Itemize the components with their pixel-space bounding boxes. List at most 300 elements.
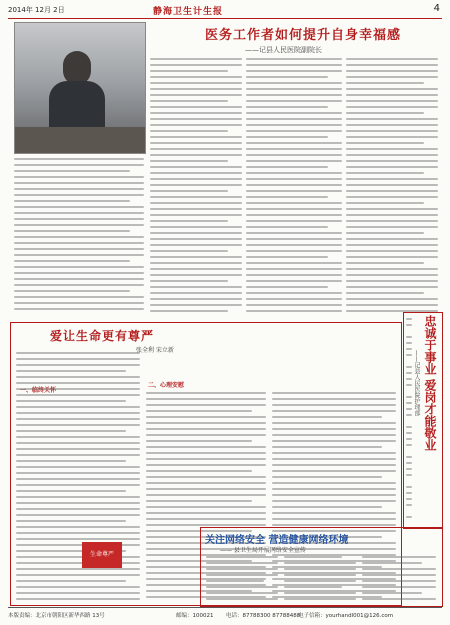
text-line <box>346 172 424 174</box>
text-line <box>16 382 140 384</box>
text-line <box>362 592 422 594</box>
text-line <box>206 556 278 558</box>
text-line <box>14 272 144 274</box>
text-line <box>16 406 140 408</box>
text-line <box>150 298 242 300</box>
text-line <box>206 586 278 588</box>
text-line <box>284 598 356 600</box>
text-line <box>406 366 412 368</box>
text-line <box>246 130 342 132</box>
text-line <box>346 190 438 192</box>
text-line <box>146 446 266 448</box>
text-line <box>14 218 144 220</box>
text-line <box>246 112 342 114</box>
text-line <box>272 482 396 484</box>
footer-phone: 电话：87788300 87788488 <box>226 613 301 619</box>
text-line <box>146 452 266 454</box>
text-line <box>150 292 242 294</box>
text-line <box>246 202 342 204</box>
love-section-a: 一、临终关怀 <box>20 387 57 394</box>
text-line <box>16 430 126 432</box>
text-line <box>150 94 242 96</box>
text-line <box>406 324 412 326</box>
text-line <box>146 512 266 514</box>
text-line <box>246 244 342 246</box>
text-line <box>246 220 342 222</box>
text-line <box>146 470 252 472</box>
text-line <box>14 278 144 280</box>
text-line <box>406 462 412 464</box>
text-line <box>272 422 396 424</box>
text-line <box>150 250 228 252</box>
text-line <box>346 136 438 138</box>
text-line <box>406 444 412 446</box>
text-line <box>246 64 342 66</box>
text-line <box>362 568 436 570</box>
text-line <box>406 474 412 476</box>
text-line <box>346 148 438 150</box>
footer-email: 电子信箱：yourhandl001@126.com <box>298 613 394 619</box>
text-line <box>246 184 342 186</box>
text-line <box>246 298 342 300</box>
text-line <box>346 76 438 78</box>
text-line <box>272 392 396 394</box>
text-line <box>246 136 328 138</box>
text-line <box>246 172 342 174</box>
text-line <box>346 142 424 144</box>
text-line <box>150 64 242 66</box>
text-line <box>14 194 144 196</box>
text-line <box>14 188 144 190</box>
text-line <box>246 292 342 294</box>
text-line <box>150 172 242 174</box>
vertical-headline: 忠诚于事业 爱岗才能敬业 <box>423 315 437 452</box>
text-line <box>346 256 438 258</box>
text-line <box>14 308 144 310</box>
text-line <box>150 118 242 120</box>
text-line <box>346 178 438 180</box>
text-line <box>16 358 140 360</box>
text-line <box>346 82 424 84</box>
text-line <box>246 262 342 264</box>
text-line <box>246 226 328 228</box>
text-line <box>346 112 424 114</box>
text-line <box>362 562 422 564</box>
text-line <box>406 384 412 386</box>
text-line <box>346 202 424 204</box>
love-byline: 张全利 宋立新 <box>136 347 174 354</box>
text-line <box>406 438 412 440</box>
text-line <box>150 82 242 84</box>
text-line <box>150 166 242 168</box>
text-line <box>272 410 396 412</box>
text-line <box>150 238 242 240</box>
text-line <box>346 304 438 306</box>
text-line <box>14 302 144 304</box>
text-line <box>16 448 140 450</box>
text-line <box>284 562 356 564</box>
text-line <box>246 124 342 126</box>
text-line <box>150 304 242 306</box>
text-line <box>406 348 412 350</box>
text-line <box>16 376 140 378</box>
text-line <box>284 556 342 558</box>
text-line <box>246 268 342 270</box>
text-line <box>14 158 144 160</box>
text-line <box>246 196 328 198</box>
text-line <box>146 506 266 508</box>
text-line <box>14 206 144 208</box>
text-line <box>246 286 328 288</box>
text-line <box>16 412 140 414</box>
text-line <box>272 452 396 454</box>
text-line <box>246 256 328 258</box>
text-line <box>14 284 144 286</box>
network-headline: 关注网络安全 营造健康网络环境 <box>205 535 349 546</box>
text-line <box>16 466 140 468</box>
text-line <box>272 440 396 442</box>
text-line <box>346 262 424 264</box>
text-line <box>14 224 144 226</box>
text-line <box>16 394 140 396</box>
text-line <box>346 268 438 270</box>
text-line <box>346 292 424 294</box>
text-line <box>272 518 396 520</box>
text-line <box>150 268 242 270</box>
text-line <box>150 220 228 222</box>
text-line <box>284 580 356 582</box>
text-line <box>346 130 438 132</box>
text-line <box>406 468 412 470</box>
text-line <box>16 370 126 372</box>
text-line <box>146 476 266 478</box>
text-line <box>16 508 140 510</box>
text-line <box>146 416 266 418</box>
text-line <box>150 148 242 150</box>
text-line <box>362 586 436 588</box>
text-line <box>150 160 228 162</box>
text-line <box>284 586 342 588</box>
love-section-b: 二、心理安慰 <box>148 382 185 389</box>
text-line <box>16 520 126 522</box>
text-line <box>246 274 342 276</box>
text-line <box>14 164 144 166</box>
text-line <box>346 274 438 276</box>
text-line <box>246 238 342 240</box>
text-line <box>150 190 228 192</box>
text-line <box>150 100 228 102</box>
text-line <box>16 580 126 582</box>
text-line <box>150 154 242 156</box>
text-line <box>16 586 140 588</box>
text-line <box>284 568 356 570</box>
text-line <box>362 574 436 576</box>
text-line <box>272 476 382 478</box>
text-line <box>14 248 144 250</box>
text-line <box>346 208 438 210</box>
text-line <box>14 230 130 232</box>
text-line <box>150 130 228 132</box>
text-line <box>272 488 396 490</box>
text-line <box>346 244 438 246</box>
text-line <box>346 88 438 90</box>
text-line <box>146 494 266 496</box>
main-subtitle: ——记县人民医院副院长 <box>245 46 322 54</box>
text-line <box>246 208 342 210</box>
text-line <box>14 260 130 262</box>
text-line <box>346 154 438 156</box>
text-line <box>346 286 438 288</box>
text-line <box>346 166 438 168</box>
text-line <box>246 94 342 96</box>
text-line <box>14 200 130 202</box>
issue-date: 2014年 12月 2日 <box>8 6 65 14</box>
text-line <box>246 310 342 312</box>
text-line <box>150 76 242 78</box>
text-line <box>16 568 140 570</box>
text-line <box>406 336 412 338</box>
text-line <box>406 456 412 458</box>
text-line <box>14 182 144 184</box>
text-line <box>406 372 412 374</box>
text-line <box>146 464 266 466</box>
text-line <box>272 434 396 436</box>
text-line <box>150 202 242 204</box>
text-line <box>206 592 278 594</box>
text-line <box>246 118 342 120</box>
text-line <box>246 190 342 192</box>
text-line <box>246 178 342 180</box>
text-line <box>272 470 396 472</box>
newspaper-title: 静海卫生计生报 <box>153 7 224 17</box>
text-line <box>150 136 242 138</box>
page-footer <box>8 607 442 619</box>
text-line <box>346 64 438 66</box>
text-line <box>246 142 342 144</box>
text-line <box>14 254 144 256</box>
text-line <box>150 124 242 126</box>
text-line <box>346 238 438 240</box>
text-line <box>362 556 436 558</box>
text-line <box>346 250 438 252</box>
text-line <box>16 424 140 426</box>
text-line <box>16 400 126 402</box>
text-line <box>14 290 130 292</box>
text-line <box>346 106 438 108</box>
text-line <box>150 256 242 258</box>
footer-address: 本版责编：北京市朝阳区新华西路 13号 <box>8 613 105 619</box>
text-line <box>346 226 438 228</box>
text-line <box>272 512 396 514</box>
text-line <box>150 196 242 198</box>
text-line <box>14 236 144 238</box>
text-line <box>406 504 412 506</box>
text-line <box>246 88 342 90</box>
text-line <box>16 598 140 600</box>
text-line <box>246 148 342 150</box>
main-headline: 医务工作者如何提升自身幸福感 <box>204 28 401 43</box>
text-line <box>150 106 242 108</box>
text-line <box>406 426 412 428</box>
text-line <box>406 492 412 494</box>
text-line <box>14 242 144 244</box>
text-line <box>246 166 328 168</box>
text-line <box>16 526 140 528</box>
text-line <box>272 494 396 496</box>
text-line <box>284 592 356 594</box>
text-line <box>14 212 144 214</box>
text-line <box>146 422 266 424</box>
masthead <box>8 4 442 19</box>
text-line <box>16 514 140 516</box>
text-line <box>246 154 342 156</box>
text-line <box>150 178 242 180</box>
text-line <box>272 446 382 448</box>
text-line <box>150 208 242 210</box>
network-subtitle: —— 县卫生局开展网络安全宣传 <box>220 547 306 554</box>
text-line <box>346 160 438 162</box>
text-line <box>150 226 242 228</box>
text-line <box>362 580 436 582</box>
text-line <box>206 598 278 600</box>
text-line <box>146 500 252 502</box>
text-line <box>346 232 424 234</box>
text-line <box>406 408 412 410</box>
love-stamp-image: 生命尊严 <box>82 542 122 568</box>
text-line <box>272 464 396 466</box>
text-line <box>406 396 412 398</box>
text-line <box>362 598 436 600</box>
text-line <box>272 416 382 418</box>
text-line <box>346 94 438 96</box>
text-line <box>346 124 438 126</box>
text-line <box>16 538 140 540</box>
text-line <box>146 392 266 394</box>
text-line <box>146 398 266 400</box>
text-line <box>206 580 264 582</box>
text-line <box>246 76 328 78</box>
text-line <box>150 88 242 90</box>
text-line <box>16 460 126 462</box>
text-line <box>150 274 242 276</box>
text-line <box>346 220 438 222</box>
text-line <box>146 410 252 412</box>
page-number: 4 <box>433 3 440 14</box>
text-line <box>346 58 438 60</box>
text-line <box>346 70 438 72</box>
text-line <box>150 70 228 72</box>
text-line <box>272 398 396 400</box>
text-line <box>16 592 140 594</box>
text-line <box>272 404 396 406</box>
text-line <box>346 280 438 282</box>
text-line <box>16 484 140 486</box>
text-line <box>150 310 228 312</box>
text-line <box>146 434 266 436</box>
text-line <box>346 118 438 120</box>
text-line <box>246 232 342 234</box>
text-line <box>346 298 438 300</box>
text-line <box>16 574 140 576</box>
text-line <box>150 142 242 144</box>
vertical-subtitle: ——记县人民医院护理部 <box>413 350 420 416</box>
text-line <box>16 532 140 534</box>
text-line <box>406 354 412 356</box>
text-line <box>150 280 228 282</box>
text-line <box>146 524 266 526</box>
text-line <box>272 500 396 502</box>
text-line <box>246 214 342 216</box>
text-line <box>246 82 342 84</box>
text-line <box>406 402 412 404</box>
text-line <box>146 428 266 430</box>
text-line <box>346 196 438 198</box>
text-line <box>16 364 140 366</box>
text-line <box>150 286 242 288</box>
text-line <box>406 432 412 434</box>
text-line <box>284 574 356 576</box>
text-line <box>150 262 242 264</box>
text-line <box>272 458 396 460</box>
text-line <box>206 568 278 570</box>
text-line <box>206 574 278 576</box>
text-line <box>16 478 140 480</box>
text-line <box>246 280 342 282</box>
text-line <box>146 488 266 490</box>
text-line <box>16 352 140 354</box>
text-line <box>346 214 438 216</box>
text-line <box>246 100 342 102</box>
text-line <box>272 506 382 508</box>
photo-desk <box>15 127 145 153</box>
text-line <box>346 100 438 102</box>
text-line <box>146 482 266 484</box>
text-line <box>246 58 342 60</box>
text-line <box>346 184 438 186</box>
text-line <box>146 458 266 460</box>
text-line <box>14 170 130 172</box>
text-line <box>150 214 242 216</box>
text-line <box>150 244 242 246</box>
article-photo <box>14 22 146 154</box>
text-line <box>16 454 140 456</box>
text-line <box>246 160 342 162</box>
text-line <box>16 442 140 444</box>
text-line <box>146 404 266 406</box>
text-line <box>14 296 144 298</box>
text-line <box>406 498 412 500</box>
text-line <box>16 472 140 474</box>
text-line <box>272 428 396 430</box>
text-line <box>16 502 140 504</box>
text-line <box>146 440 252 442</box>
text-line <box>150 58 242 60</box>
text-line <box>150 184 242 186</box>
text-line <box>150 112 242 114</box>
text-line <box>272 524 396 526</box>
text-line <box>246 106 328 108</box>
text-line <box>406 486 412 488</box>
text-line <box>16 436 140 438</box>
text-line <box>146 518 266 520</box>
text-line <box>16 418 140 420</box>
text-line <box>246 304 342 306</box>
text-line <box>406 318 412 320</box>
love-headline: 爱让生命更有尊严 <box>50 329 155 343</box>
text-line <box>150 232 242 234</box>
text-line <box>14 176 144 178</box>
text-line <box>14 266 144 268</box>
